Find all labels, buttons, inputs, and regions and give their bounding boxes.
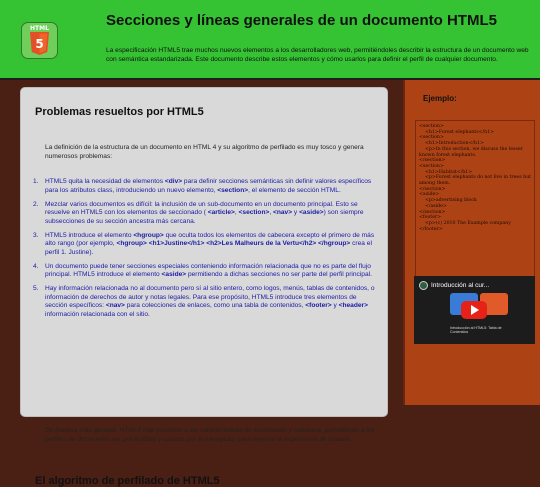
code-element-name: <hgroup> <h1>Justine</h1> <h2>Les Malheurs de la Vertu</h2> </hgroup>	[116, 240, 351, 247]
code-line: </aside>	[419, 203, 447, 209]
code-element-name: <nav>	[273, 209, 293, 216]
code-example	[415, 120, 535, 300]
problem-number: 1.	[33, 178, 39, 185]
problem-text: Un documento puede tener secciones especiales conteniendo información relacionada que no es parte del flujo principal. HTML5 introduce el elemento	[45, 262, 371, 278]
example-sidebar	[403, 80, 540, 405]
problem-text: , el elemento de sección HTML.	[248, 186, 341, 194]
code-line: known forest elephants.	[419, 152, 477, 158]
code-element-name: <footer>	[305, 302, 332, 309]
page-header	[0, 0, 540, 80]
code-element-name: <nav>	[105, 302, 125, 309]
problem-text: para colecciones de enlaces, como una tabla de contenidos,	[124, 302, 306, 309]
code-line: </section>	[419, 186, 446, 192]
problem-item	[33, 178, 378, 195]
code-element-name: <section>	[217, 186, 249, 194]
problem-number: 2.	[33, 200, 39, 208]
code-element-name: <div>	[164, 178, 183, 185]
video-player[interactable]	[414, 276, 535, 344]
problem-text: Mezclar varios documentos es difícil: la inclusión de un sub-documento en un documento principal. Esto se resuelve en HTML5 con los elementos de seccionado (	[45, 200, 358, 216]
code-element-name: <article>	[207, 209, 235, 216]
code-line: <aside>	[419, 192, 440, 198]
sidebar-title: Ejemplo:	[423, 94, 457, 103]
code-line: <p>advertising block	[419, 198, 477, 204]
problem-item	[33, 285, 378, 319]
code-line: <h1>Forest elephants</h1>	[419, 129, 495, 135]
html5-shield-icon	[29, 32, 50, 56]
main-content-panel	[20, 87, 388, 487]
problems-list	[33, 178, 378, 325]
code-line: </section>	[419, 158, 446, 164]
code-element-name: <hgroup>	[133, 231, 164, 239]
code-line: <p>Forest elephants do not live in trees but	[419, 175, 532, 181]
section-heading-problems: Problemas resueltos por HTML5	[35, 106, 204, 118]
problem-text: y	[292, 209, 300, 216]
logo-word: HTML	[30, 25, 49, 32]
code-line: <p>(c) 2010 The Example company	[419, 220, 511, 226]
logo-numeral: 5	[35, 37, 44, 51]
intro-paragraph: La especificación HTML5 trae muchos nuevos elementos a los desarrolladores web, permitiéndoles describir la estructura de un documento web con semántica estandarizada. Este documento describe estos elementos y cómo usarlos para definir el perfil de cualquier documento.	[106, 47, 529, 63]
problem-text: información relacionada con el sitio.	[45, 310, 150, 318]
problem-text: ,	[234, 209, 239, 216]
problem-text: ,	[269, 209, 274, 216]
problem-text: Hay información relacionada no al documento pero sí al sitio entero, como logos, menús, tablas de contenidos, o información de derechos de autor y notas legales. Para ese propósito, HTML5 introduce tres elementos de sección específicos:	[45, 285, 375, 309]
problem-text: y	[331, 302, 339, 309]
problem-text: crea el perfil 1. Justine).	[45, 240, 372, 256]
lead-paragraph: La definición de la estructura de un documento en HTML 4 y su algoritmo de perfilado es muy tosco y genera numerosos problemas:	[45, 144, 364, 160]
summary-paragraph: De manera más general, HTML5 trae precisión a las características de seccionado y cabecera, permitiendo a los perfiles de documento ser predecibles y usados por el navegador para mejorar la experiencia de usuario.	[45, 427, 375, 443]
code-line: <p>In this section, we discuss the lesser	[419, 146, 523, 152]
play-button-icon[interactable]	[461, 301, 487, 319]
page-title: Secciones y líneas generales de un documento HTML5	[106, 12, 497, 29]
code-line: </section>	[419, 209, 446, 215]
code-line: <footer>	[419, 215, 442, 221]
problem-item	[33, 232, 378, 258]
problem-text: permitiendo a dichas secciones no ser parte del perfil principal.	[186, 271, 372, 278]
code-line: <section>	[419, 163, 444, 169]
video-caption: Introducción al HTML5: Tabla de Contenidos	[450, 326, 502, 335]
code-element-name: <aside>	[161, 271, 187, 278]
problem-number: 4.	[33, 262, 39, 270]
problem-item	[33, 263, 378, 280]
problem-number: 3.	[33, 231, 39, 239]
html5-logo	[21, 22, 58, 59]
code-line: <h1>Introduction</h1>	[419, 141, 484, 147]
code-line: </footer>	[419, 226, 443, 232]
code-line: <h1>Habitat</h1>	[419, 169, 473, 175]
problem-number: 5.	[33, 285, 39, 292]
problem-text: HTML5 quita la necesidad de elementos	[45, 178, 165, 185]
code-line: <section>	[419, 124, 444, 129]
problem-text: que oculta todos los elementos de cabecera excepto el primero de más alto rango (por ejemplo,	[45, 231, 375, 247]
problem-item	[33, 201, 378, 227]
problem-text: HTML5 introduce el elemento	[45, 231, 134, 239]
code-element-name: <header>	[338, 302, 368, 309]
problem-text: ) son siempre subsecciones de su sección ancestra más cercana.	[45, 209, 364, 225]
code-element-name: <section>	[238, 209, 270, 216]
channel-avatar[interactable]	[419, 281, 428, 290]
code-element-name: <aside>	[299, 209, 324, 216]
section-heading-algorithm: El algoritmo de perfilado de HTML5	[35, 475, 220, 487]
problem-text: para definir secciones semánticas sin definir valores específicos para los atributos class, introduciendo un nuevo elemento,	[45, 178, 372, 194]
code-line: <section>	[419, 135, 444, 141]
video-title[interactable]: Introducción al cur...	[431, 282, 490, 289]
code-line: among them.	[419, 181, 451, 187]
